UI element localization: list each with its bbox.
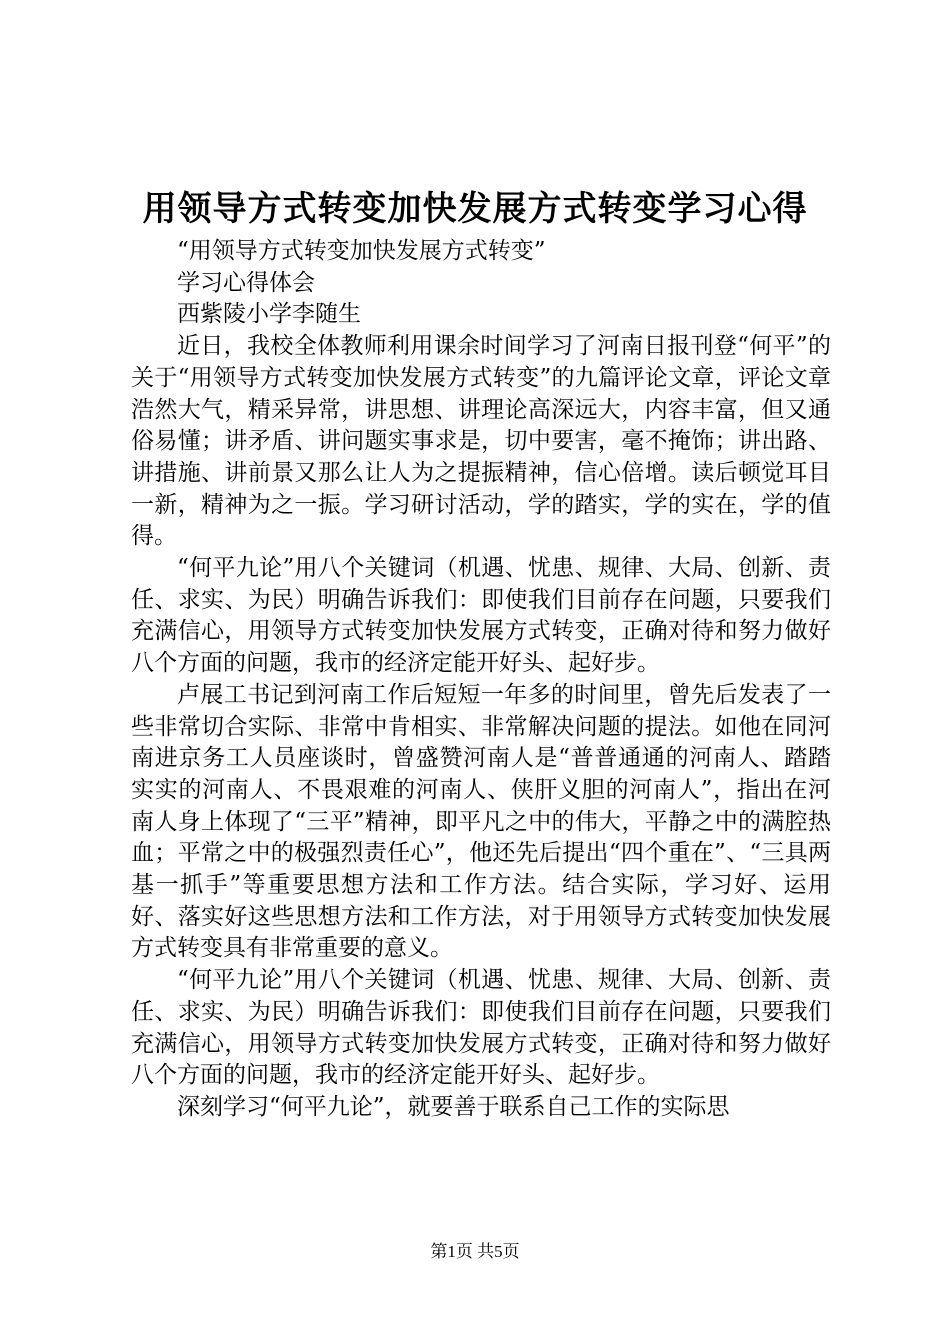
body-paragraph: 近日，我校全体教师利用课余时间学习了河南日报刊登“何平”的关于“用领导方式转变加快发展方式转变”的九篇评论文章，评论文章浩然大气，精采异常，讲思想、讲理论高深远大，内容丰富，但又通俗易懂；讲矛盾、讲问题实事求是，切中要害，毫不掩饰；讲出路、讲措施、讲前景又那么让人为之提振精神，信心倍增。读后顿觉耳目一新，精神为之一振。学习研讨活动，学的踏实，学的实在，学的值得。 [131, 333, 831, 550]
author-line: 西紫陵小学李随生 [177, 301, 361, 328]
body-paragraph: “何平九论”用八个关键词（机遇、忧患、规律、大局、创新、责任、求实、为民）明确告诉我们：即使我们目前存在问题，只要我们充满信心，用领导方式转变加快发展方式转变，正确对待和努力做好八个方面的问题，我市的经济定能开好头、起好步。 [131, 967, 831, 1089]
subtitle-quote: “用领导方式转变加快发展方式转变” [177, 238, 546, 264]
body-paragraph: 深刻学习“何平九论”，就要善于联系自己工作的实际思 [177, 1093, 730, 1120]
document-body [131, 236, 831, 1124]
body-paragraph: “何平九论”用八个关键词（机遇、忧患、规律、大局、创新、责任、求实、为民）明确告诉我们：即使我们目前存在问题，只要我们充满信心，用领导方式转变加快发展方式转变，正确对待和努力做好八个方面的问题，我市的经济定能开好头、起好步。 [131, 555, 831, 677]
subtitle-line: 学习心得体会 [177, 269, 315, 296]
body-paragraph: 卢展工书记到河南工作后短短一年多的时间里，曾先后发表了一些非常切合实际、非常中肯相实、非常解决问题的提法。如他在同河南进京务工人员座谈时，曾盛赞河南人是“普普通通的河南人、踏踏实实的河南人、不畏艰难的河南人、侠肝义胆的河南人”，指出在河南人身上体现了“三平”精神，即平凡之中的伟大，平静之中的满腔热血；平常之中的极强烈责任心”，他还先后提出“四个重在”、“三具两基一抓手”等重要思想方法和工作方法。结合实际，学习好、运用好、落实好这些思想方法和工作方法，对于用领导方式转变加快发展方式转变具有非常重要的意义。 [131, 681, 831, 962]
page-number: 第1页 共5页 [430, 1242, 520, 1261]
document-title: 用领导方式转变加快发展方式转变学习心得 [142, 189, 808, 229]
